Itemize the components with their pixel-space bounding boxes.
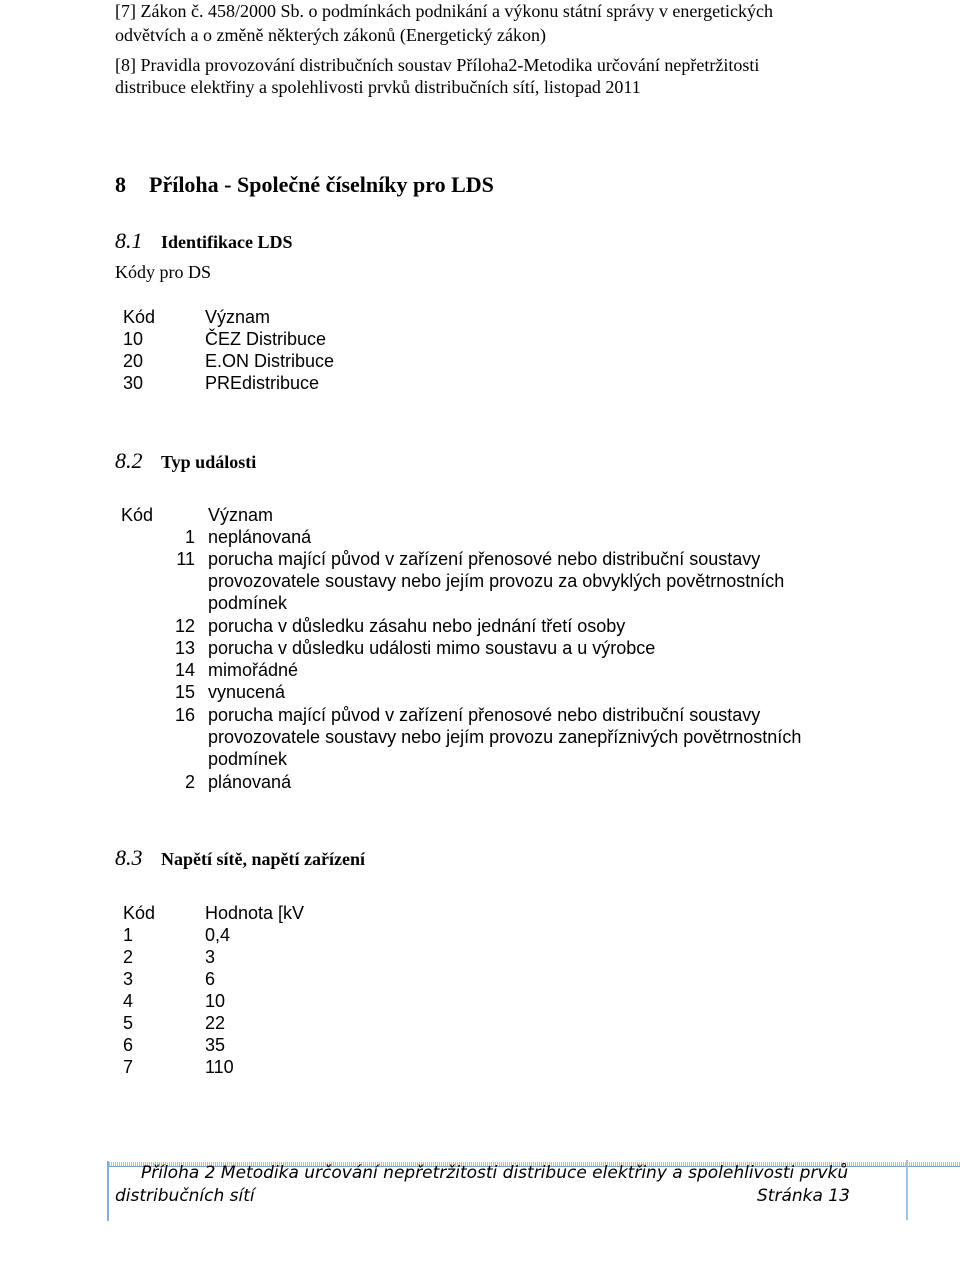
- cell-code: 20: [123, 351, 144, 371]
- cell-code: 5: [123, 1013, 134, 1033]
- reference-7-line1: [7] Zákon č. 458/2000 Sb. o podmínkách podnikání a výkonu státní správy v energetických: [115, 1, 774, 21]
- cell-value: 35: [205, 1035, 226, 1055]
- header-code: Kód: [123, 903, 156, 923]
- cell-meaning: porucha mající původ v zařízení přenosové nebo distribuční soustavy provozovatele soustavy nebo jejím provozu zanepříznivých povětrnostních podmínek: [208, 705, 802, 769]
- section-8-2-title: Typ události: [161, 452, 257, 472]
- cell-code: 30: [123, 373, 144, 393]
- section-8-1-number: 8.1: [115, 228, 143, 253]
- section-8-2-heading: [115, 448, 256, 474]
- footer-page-number: Stránka 13: [757, 1186, 850, 1206]
- cell-meaning: neplánovaná: [208, 527, 312, 547]
- section-8-3-heading: [115, 845, 365, 871]
- header-code: Kód: [121, 505, 154, 525]
- section-8-1-title: Identifikace LDS: [161, 232, 293, 252]
- footer-line1: Příloha 2 Metodika určování nepřetržitosti distribuce elektřiny a spolehlivosti prvků: [141, 1163, 849, 1183]
- cell-meaning: PREdistribuce: [205, 373, 320, 393]
- cell-meaning: porucha v důsledku zásahu nebo jednání třetí osoby: [208, 616, 626, 636]
- cell-code: 4: [123, 991, 134, 1011]
- cell-code: 11: [176, 549, 195, 569]
- footer-line2-left: distribučních sítí: [115, 1186, 255, 1206]
- cell-code: 2: [184, 772, 195, 792]
- cell-code: 3: [123, 969, 134, 989]
- reference-8-line1: [8] Pravidla provozování distribučních soustav Příloha2-Metodika určování nepřetržitosti: [115, 55, 760, 75]
- cell-code: 14: [174, 660, 195, 680]
- header-meaning: Význam: [208, 505, 274, 525]
- cell-meaning: E.ON Distribuce: [205, 351, 335, 371]
- cell-code: 1: [184, 527, 195, 547]
- cell-value: 22: [205, 1013, 226, 1033]
- cell-meaning: mimořádné: [208, 660, 299, 680]
- reference-7-line2: odvětvích a o změně některých zákonů (Energetický zákon): [115, 25, 546, 45]
- chapter-number: 8: [115, 172, 126, 197]
- section-8-2-number: 8.2: [115, 448, 143, 473]
- cell-value: 3: [205, 947, 216, 967]
- cell-meaning: plánovaná: [208, 772, 292, 792]
- cell-code: 7: [123, 1057, 134, 1077]
- footer-right-bar: [906, 1160, 908, 1220]
- chapter-title: Příloha - Společné číselníky pro LDS: [149, 172, 494, 197]
- cell-code: 1: [123, 925, 134, 945]
- chapter-heading: [115, 172, 494, 198]
- cell-code: 10: [123, 329, 144, 349]
- section-8-3-title: Napětí sítě, napětí zařízení: [161, 849, 365, 869]
- cell-code: 12: [174, 616, 195, 636]
- header-value: Hodnota [kV: [205, 903, 305, 923]
- cell-meaning: ČEZ Distribuce: [205, 329, 327, 349]
- cell-meaning: porucha mající původ v zařízení přenosové nebo distribuční soustavy provozovatele soustavy nebo jejím provozu za obvyklých povětrnostních podmínek: [208, 549, 785, 613]
- section-8-3-number: 8.3: [115, 845, 143, 870]
- footer-left-bar: [107, 1161, 109, 1221]
- cell-value: 0,4: [205, 925, 231, 945]
- cell-code: 15: [174, 682, 195, 702]
- cell-value: 10: [205, 991, 226, 1011]
- cell-code: 2: [123, 947, 134, 967]
- cell-meaning: porucha v důsledku události mimo soustavu a u výrobce: [208, 638, 656, 658]
- cell-value: 6: [205, 969, 216, 989]
- cell-meaning: vynucená: [208, 682, 286, 702]
- cell-value: 110: [205, 1057, 234, 1077]
- cell-code: 16: [174, 705, 195, 725]
- cell-code: 13: [174, 638, 195, 658]
- cell-code: 6: [123, 1035, 134, 1055]
- section-8-1-subtitle: Kódy pro DS: [115, 262, 212, 282]
- header-meaning: Význam: [205, 307, 271, 327]
- reference-8-line2: distribuce elektřiny a spolehlivosti prvků distribučních sítí, listopad 2011: [115, 77, 641, 97]
- header-code: Kód: [123, 307, 156, 327]
- section-8-1-heading: [115, 228, 293, 254]
